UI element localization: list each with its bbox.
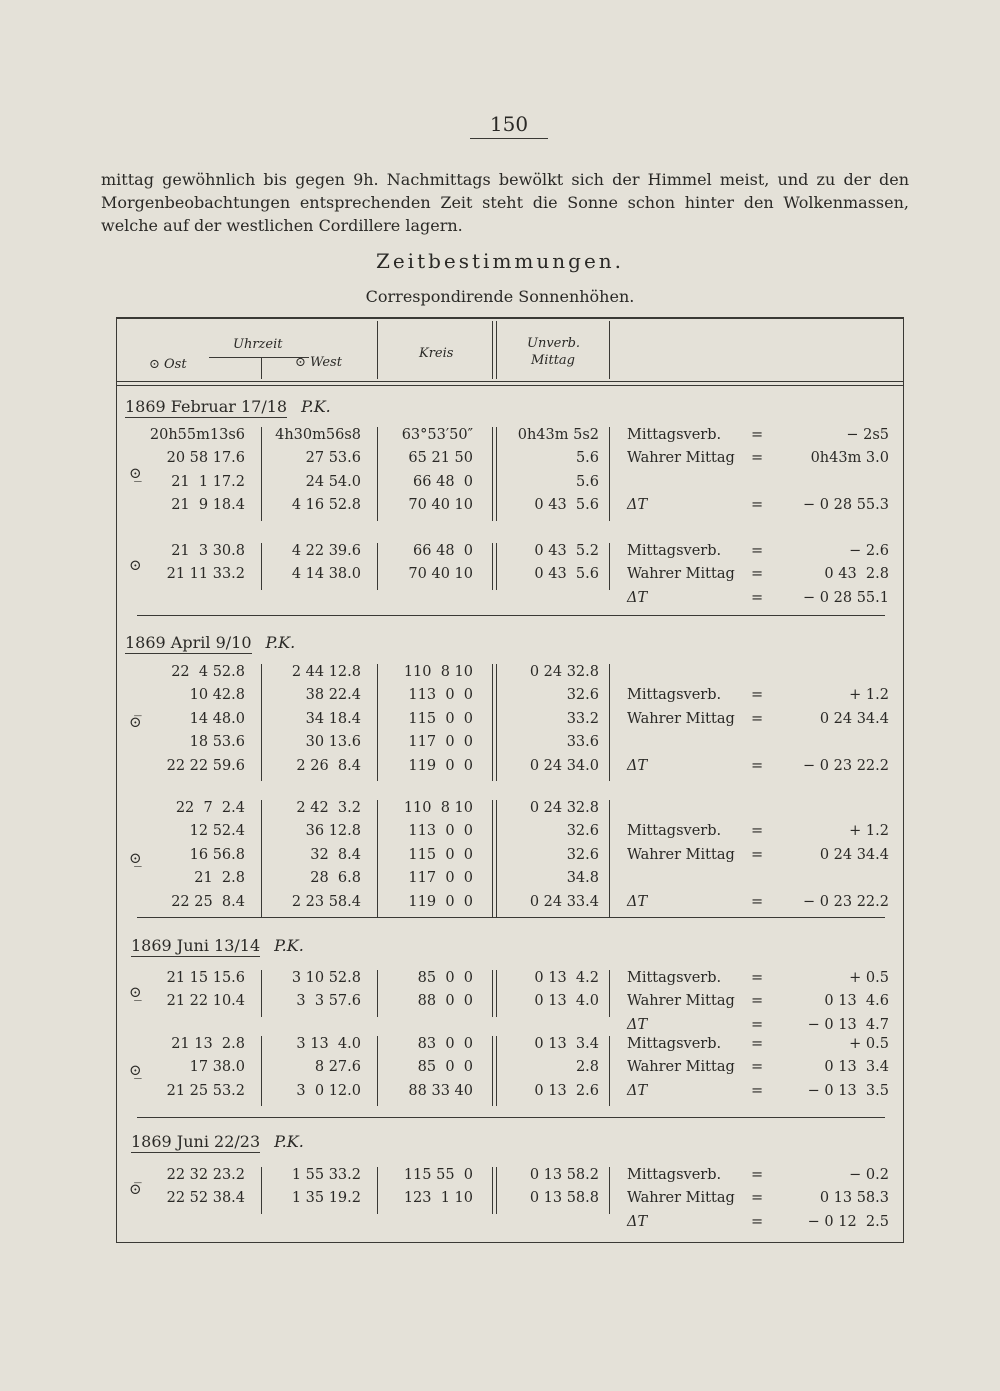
unverb-mittag: 0 43 5.6 — [534, 497, 599, 514]
unverb-mittag: 32.6 — [566, 687, 599, 704]
header-kreis: Kreis — [419, 346, 454, 361]
summary-value: 0 43 2.8 — [824, 566, 889, 583]
summary-equals: = — [751, 1213, 764, 1230]
kreis-value: 117 0 0 — [408, 734, 473, 751]
summary-label: Mittagsverb. — [627, 970, 722, 986]
kreis-value: 83 0 0 — [417, 1036, 473, 1052]
west-time: 2 23 58.4 — [291, 893, 361, 910]
header-west: ⊙ West — [295, 355, 342, 370]
summary-value: + 1.2 — [849, 687, 889, 704]
unverb-mittag: 0 13 2.6 — [534, 1082, 599, 1099]
ost-time: 21 22 10.4 — [166, 993, 245, 1010]
west-time: 3 10 52.8 — [291, 970, 361, 986]
ost-time: 16 56.8 — [189, 846, 245, 863]
summary-label: Wahrer Mittag — [627, 993, 735, 1010]
ost-time: 22 25 8.4 — [171, 893, 245, 910]
kreis-value: 65 21 50 — [408, 450, 473, 467]
summary-value: − 0 12 2.5 — [807, 1213, 889, 1230]
summary-equals: = — [751, 566, 764, 583]
unverb-mittag: 0 13 4.0 — [534, 993, 599, 1010]
kreis-value: 70 40 10 — [408, 497, 473, 514]
summary-value: − 0 28 55.1 — [803, 589, 889, 606]
summary-equals: = — [751, 846, 764, 863]
ost-time: 20 58 17.6 — [166, 450, 245, 467]
ost-time: 10 42.8 — [189, 687, 245, 704]
kreis-value: 66 48 0 — [413, 543, 473, 559]
section-separator — [137, 615, 885, 616]
west-time: 38 22.4 — [305, 687, 361, 704]
summary-value: + 0.5 — [849, 970, 889, 986]
summary-value: 0 24 34.4 — [819, 846, 889, 863]
summary-equals: = — [751, 1016, 764, 1033]
vline-west — [261, 970, 262, 1017]
section-pk: P.K. — [265, 633, 296, 652]
vline-summary — [609, 970, 610, 1017]
header-mittag: Mittag — [531, 353, 575, 368]
delta-t-label: ΔT — [627, 757, 648, 774]
unverb-mittag: 0 24 32.8 — [529, 664, 599, 680]
kreis-value: 119 0 0 — [408, 893, 473, 910]
ost-time: 21 11 33.2 — [166, 566, 245, 583]
header-divider-summary — [609, 321, 610, 379]
header-divider-ost-west — [261, 357, 262, 379]
unverb-mittag: 0 24 34.0 — [529, 757, 599, 774]
vline-summary — [609, 664, 610, 781]
delta-t-label: ΔT — [627, 893, 648, 910]
section-date-text: 1869 Juni 13/14 — [131, 936, 261, 955]
vline-mittag-a — [492, 800, 493, 917]
header-rule — [209, 357, 309, 358]
kreis-value: 113 0 0 — [408, 823, 473, 840]
west-time: 2 44 12.8 — [291, 664, 361, 680]
vline-mittag-a — [492, 427, 493, 521]
vline-mittag-b — [496, 543, 497, 590]
kreis-value: 85 0 0 — [417, 1059, 473, 1076]
west-time: 3 0 12.0 — [296, 1082, 361, 1099]
header-uhrzeit: Uhrzeit — [233, 337, 283, 352]
ost-time: 21 25 53.2 — [166, 1082, 245, 1099]
vline-summary — [609, 427, 610, 521]
summary-equals: = — [751, 589, 764, 606]
kreis-value: 123 1 10 — [403, 1190, 473, 1207]
vline-mittag-b — [496, 1167, 497, 1214]
vline-summary — [609, 1036, 610, 1106]
vline-kreis — [377, 1036, 378, 1106]
delta-t-label: ΔT — [627, 497, 648, 514]
section-date-text: 1869 Juni 22/23 — [131, 1132, 261, 1151]
summary-label: Wahrer Mittag — [627, 846, 735, 863]
west-time: 24 54.0 — [305, 473, 361, 490]
summary-label: Mittagsverb. — [627, 543, 722, 559]
section-separator — [137, 1117, 885, 1118]
ost-time: 14 48.0 — [189, 710, 245, 727]
summary-value: − 0.2 — [849, 1167, 889, 1183]
unverb-mittag: 5.6 — [575, 473, 599, 490]
vline-kreis — [377, 427, 378, 521]
west-time: 2 42 3.2 — [296, 800, 361, 816]
kreis-value: 115 0 0 — [408, 846, 473, 863]
vline-kreis — [377, 1167, 378, 1214]
kreis-value: 66 48 0 — [413, 473, 473, 490]
west-time: 36 12.8 — [305, 823, 361, 840]
west-time: 3 13 4.0 — [296, 1036, 361, 1052]
sun-symbol: ⊙ — [129, 556, 142, 575]
vline-kreis — [377, 664, 378, 781]
sun-symbol: ⊙̅ — [129, 712, 142, 731]
ost-time: 22 4 52.8 — [171, 664, 245, 680]
west-time: 34 18.4 — [305, 710, 361, 727]
ost-time: 21 15 15.6 — [166, 970, 245, 986]
unverb-mittag: 2.8 — [575, 1059, 599, 1076]
vline-summary — [609, 800, 610, 917]
section-date-text: 1869 April 9/10 — [125, 633, 252, 652]
summary-label: Mittagsverb. — [627, 427, 722, 443]
vline-kreis — [377, 800, 378, 917]
unverb-mittag: 0 13 58.2 — [529, 1167, 599, 1183]
ost-time: 21 1 17.2 — [171, 473, 245, 490]
observation-table — [116, 317, 904, 1243]
unverb-mittag: 0 13 4.2 — [534, 970, 599, 986]
kreis-value: 110 8 10 — [403, 664, 473, 680]
summary-label: Wahrer Mittag — [627, 1190, 735, 1207]
summary-label: Mittagsverb. — [627, 823, 722, 840]
summary-label: Wahrer Mittag — [627, 710, 735, 727]
ost-time: 22 22 59.6 — [166, 757, 245, 774]
summary-value: + 0.5 — [849, 1036, 889, 1052]
west-time: 27 53.6 — [305, 450, 361, 467]
intro-paragraph — [101, 168, 909, 237]
vline-west — [261, 543, 262, 590]
summary-label: Mittagsverb. — [627, 687, 722, 704]
sun-symbol: ⊙̲ — [129, 1061, 142, 1080]
summary-equals: = — [751, 687, 764, 704]
kreis-value: 110 8 10 — [403, 800, 473, 816]
header-ost: ⊙ Ost — [149, 357, 187, 372]
vline-mittag-a — [492, 970, 493, 1017]
section-pk: P.K. — [274, 1132, 304, 1151]
summary-label: Wahrer Mittag — [627, 566, 735, 583]
summary-equals: = — [751, 1190, 764, 1207]
delta-t-label: ΔT — [627, 1082, 648, 1099]
vline-mittag-a — [492, 1036, 493, 1106]
unverb-mittag: 5.6 — [575, 450, 599, 467]
ost-time: 18 53.6 — [189, 734, 245, 751]
summary-equals: = — [751, 543, 764, 559]
section-subtitle: Correspondirende Sonnenhöhen. — [365, 287, 635, 306]
sun-symbol: ⊙̅ — [129, 1180, 142, 1199]
summary-equals: = — [751, 1059, 764, 1076]
unverb-mittag: 33.2 — [566, 710, 599, 727]
ost-time: 20h55m13s6 — [149, 427, 245, 443]
kreis-value: 70 40 10 — [408, 566, 473, 583]
intro-text: mittag gewöhnlich bis gegen 9h. Nachmittags bewölkt sich der Himmel meist, und zu der den Morgenbeobachtungen entsprechenden Zeit steht die Sonne schon hinter den Wolkenmassen, welche auf der westlichen Cordillere lagern. — [101, 170, 909, 235]
kreis-value: 85 0 0 — [417, 970, 473, 986]
vline-west — [261, 664, 262, 781]
west-time: 30 13.6 — [305, 734, 361, 751]
vline-mittag-b — [496, 1036, 497, 1106]
ost-time: 22 32 23.2 — [166, 1167, 245, 1183]
vline-kreis — [377, 543, 378, 590]
section-title: Zeitbestimmungen. — [375, 249, 625, 273]
summary-equals: = — [751, 970, 764, 986]
ost-time: 21 13 2.8 — [171, 1036, 245, 1052]
vline-west — [261, 1167, 262, 1214]
unverb-mittag: 0 13 58.8 — [529, 1190, 599, 1207]
ost-time: 22 52 38.4 — [166, 1190, 245, 1207]
summary-equals: = — [751, 1167, 764, 1183]
kreis-value: 115 55 0 — [403, 1167, 473, 1183]
summary-value: − 0 13 4.7 — [807, 1016, 889, 1033]
ost-time: 21 9 18.4 — [171, 497, 245, 514]
west-time: 4 16 52.8 — [291, 497, 361, 514]
header-unverb: Unverb. — [527, 336, 581, 351]
vline-summary — [609, 1167, 610, 1214]
unverb-mittag: 0 13 3.4 — [534, 1036, 599, 1052]
summary-equals: = — [751, 1082, 764, 1099]
ost-time: 22 7 2.4 — [175, 800, 245, 816]
summary-value: − 0 13 3.5 — [807, 1082, 889, 1099]
summary-value: − 0 23 22.2 — [803, 757, 889, 774]
west-time: 28 6.8 — [310, 870, 361, 887]
west-time: 4 14 38.0 — [291, 566, 361, 583]
section-date — [131, 1132, 304, 1151]
ost-time: 21 2.8 — [194, 870, 245, 887]
summary-equals: = — [751, 710, 764, 727]
kreis-value: 88 33 40 — [408, 1082, 473, 1099]
vline-mittag-b — [496, 800, 497, 917]
kreis-value: 117 0 0 — [408, 870, 473, 887]
vline-summary — [609, 543, 610, 590]
kreis-value: 63°53′50″ — [401, 427, 473, 443]
unverb-mittag: 0 24 33.4 — [529, 893, 599, 910]
summary-label: Wahrer Mittag — [627, 1059, 735, 1076]
delta-t-label: ΔT — [627, 1016, 648, 1033]
summary-equals: = — [751, 1036, 764, 1052]
summary-value: 0h43m 3.0 — [810, 450, 889, 467]
west-time: 1 35 19.2 — [291, 1190, 361, 1207]
west-time: 2 26 8.4 — [296, 757, 361, 774]
west-time: 3 3 57.6 — [296, 993, 361, 1010]
summary-equals: = — [751, 497, 764, 514]
ost-time: 12 52.4 — [189, 823, 245, 840]
summary-equals: = — [751, 757, 764, 774]
summary-label: Mittagsverb. — [627, 1036, 722, 1052]
vline-west — [261, 427, 262, 521]
summary-equals: = — [751, 893, 764, 910]
unverb-mittag: 0 43 5.2 — [534, 543, 599, 559]
summary-value: 0 24 34.4 — [819, 710, 889, 727]
west-time: 32 8.4 — [310, 846, 361, 863]
west-time: 8 27.6 — [314, 1059, 361, 1076]
kreis-value: 119 0 0 — [408, 757, 473, 774]
vline-mittag-b — [496, 970, 497, 1017]
section-date — [131, 936, 304, 955]
section-pk: P.K. — [301, 397, 331, 416]
ost-time: 17 38.0 — [189, 1059, 245, 1076]
vline-west — [261, 800, 262, 917]
summary-value: − 2s5 — [846, 427, 889, 443]
kreis-value: 88 0 0 — [417, 993, 473, 1010]
vline-mittag-a — [492, 1167, 493, 1214]
kreis-value: 115 0 0 — [408, 710, 473, 727]
west-time: 1 55 33.2 — [291, 1167, 361, 1183]
header-divider-mittag-b — [496, 321, 497, 379]
header-double-rule-bottom — [116, 385, 904, 386]
summary-equals: = — [751, 450, 764, 467]
summary-value: + 1.2 — [849, 823, 889, 840]
section-date-text: 1869 Februar 17/18 — [125, 397, 288, 416]
page-number: 150 — [470, 112, 548, 139]
unverb-mittag: 0 24 32.8 — [529, 800, 599, 816]
summary-value: 0 13 3.4 — [824, 1059, 889, 1076]
vline-west — [261, 1036, 262, 1106]
unverb-mittag: 33.6 — [566, 734, 599, 751]
summary-value: − 2.6 — [849, 543, 889, 559]
vline-mittag-a — [492, 543, 493, 590]
header-divider-kreis — [377, 321, 378, 379]
section-separator — [137, 917, 885, 918]
sun-symbol: ⊙̲ — [129, 983, 142, 1002]
west-time: 4 22 39.6 — [291, 543, 361, 559]
unverb-mittag: 0h43m 5s2 — [517, 427, 599, 443]
header-divider-mittag-a — [492, 321, 493, 379]
section-pk: P.K. — [274, 936, 304, 955]
summary-value: − 0 28 55.3 — [803, 497, 889, 514]
summary-equals: = — [751, 993, 764, 1010]
delta-t-label: ΔT — [627, 589, 648, 606]
summary-equals: = — [751, 823, 764, 840]
summary-value: 0 13 4.6 — [824, 993, 889, 1010]
unverb-mittag: 34.8 — [566, 870, 599, 887]
sun-symbol: ⊙̲ — [129, 463, 142, 482]
sun-symbol: ⊙̲ — [129, 848, 142, 867]
header-double-rule-top — [116, 381, 904, 382]
delta-t-label: ΔT — [627, 1213, 648, 1230]
vline-mittag-b — [496, 664, 497, 781]
summary-value: 0 13 58.3 — [819, 1190, 889, 1207]
unverb-mittag: 32.6 — [566, 823, 599, 840]
kreis-value: 113 0 0 — [408, 687, 473, 704]
vline-mittag-b — [496, 427, 497, 521]
vline-kreis — [377, 970, 378, 1017]
west-time: 4h30m56s8 — [275, 427, 361, 443]
section-date — [125, 633, 295, 652]
ost-time: 21 3 30.8 — [171, 543, 245, 559]
summary-equals: = — [751, 427, 764, 443]
unverb-mittag: 32.6 — [566, 846, 599, 863]
summary-label: Mittagsverb. — [627, 1167, 722, 1183]
vline-mittag-a — [492, 664, 493, 781]
summary-label: Wahrer Mittag — [627, 450, 735, 467]
summary-value: − 0 23 22.2 — [803, 893, 889, 910]
section-date — [125, 397, 331, 416]
unverb-mittag: 0 43 5.6 — [534, 566, 599, 583]
